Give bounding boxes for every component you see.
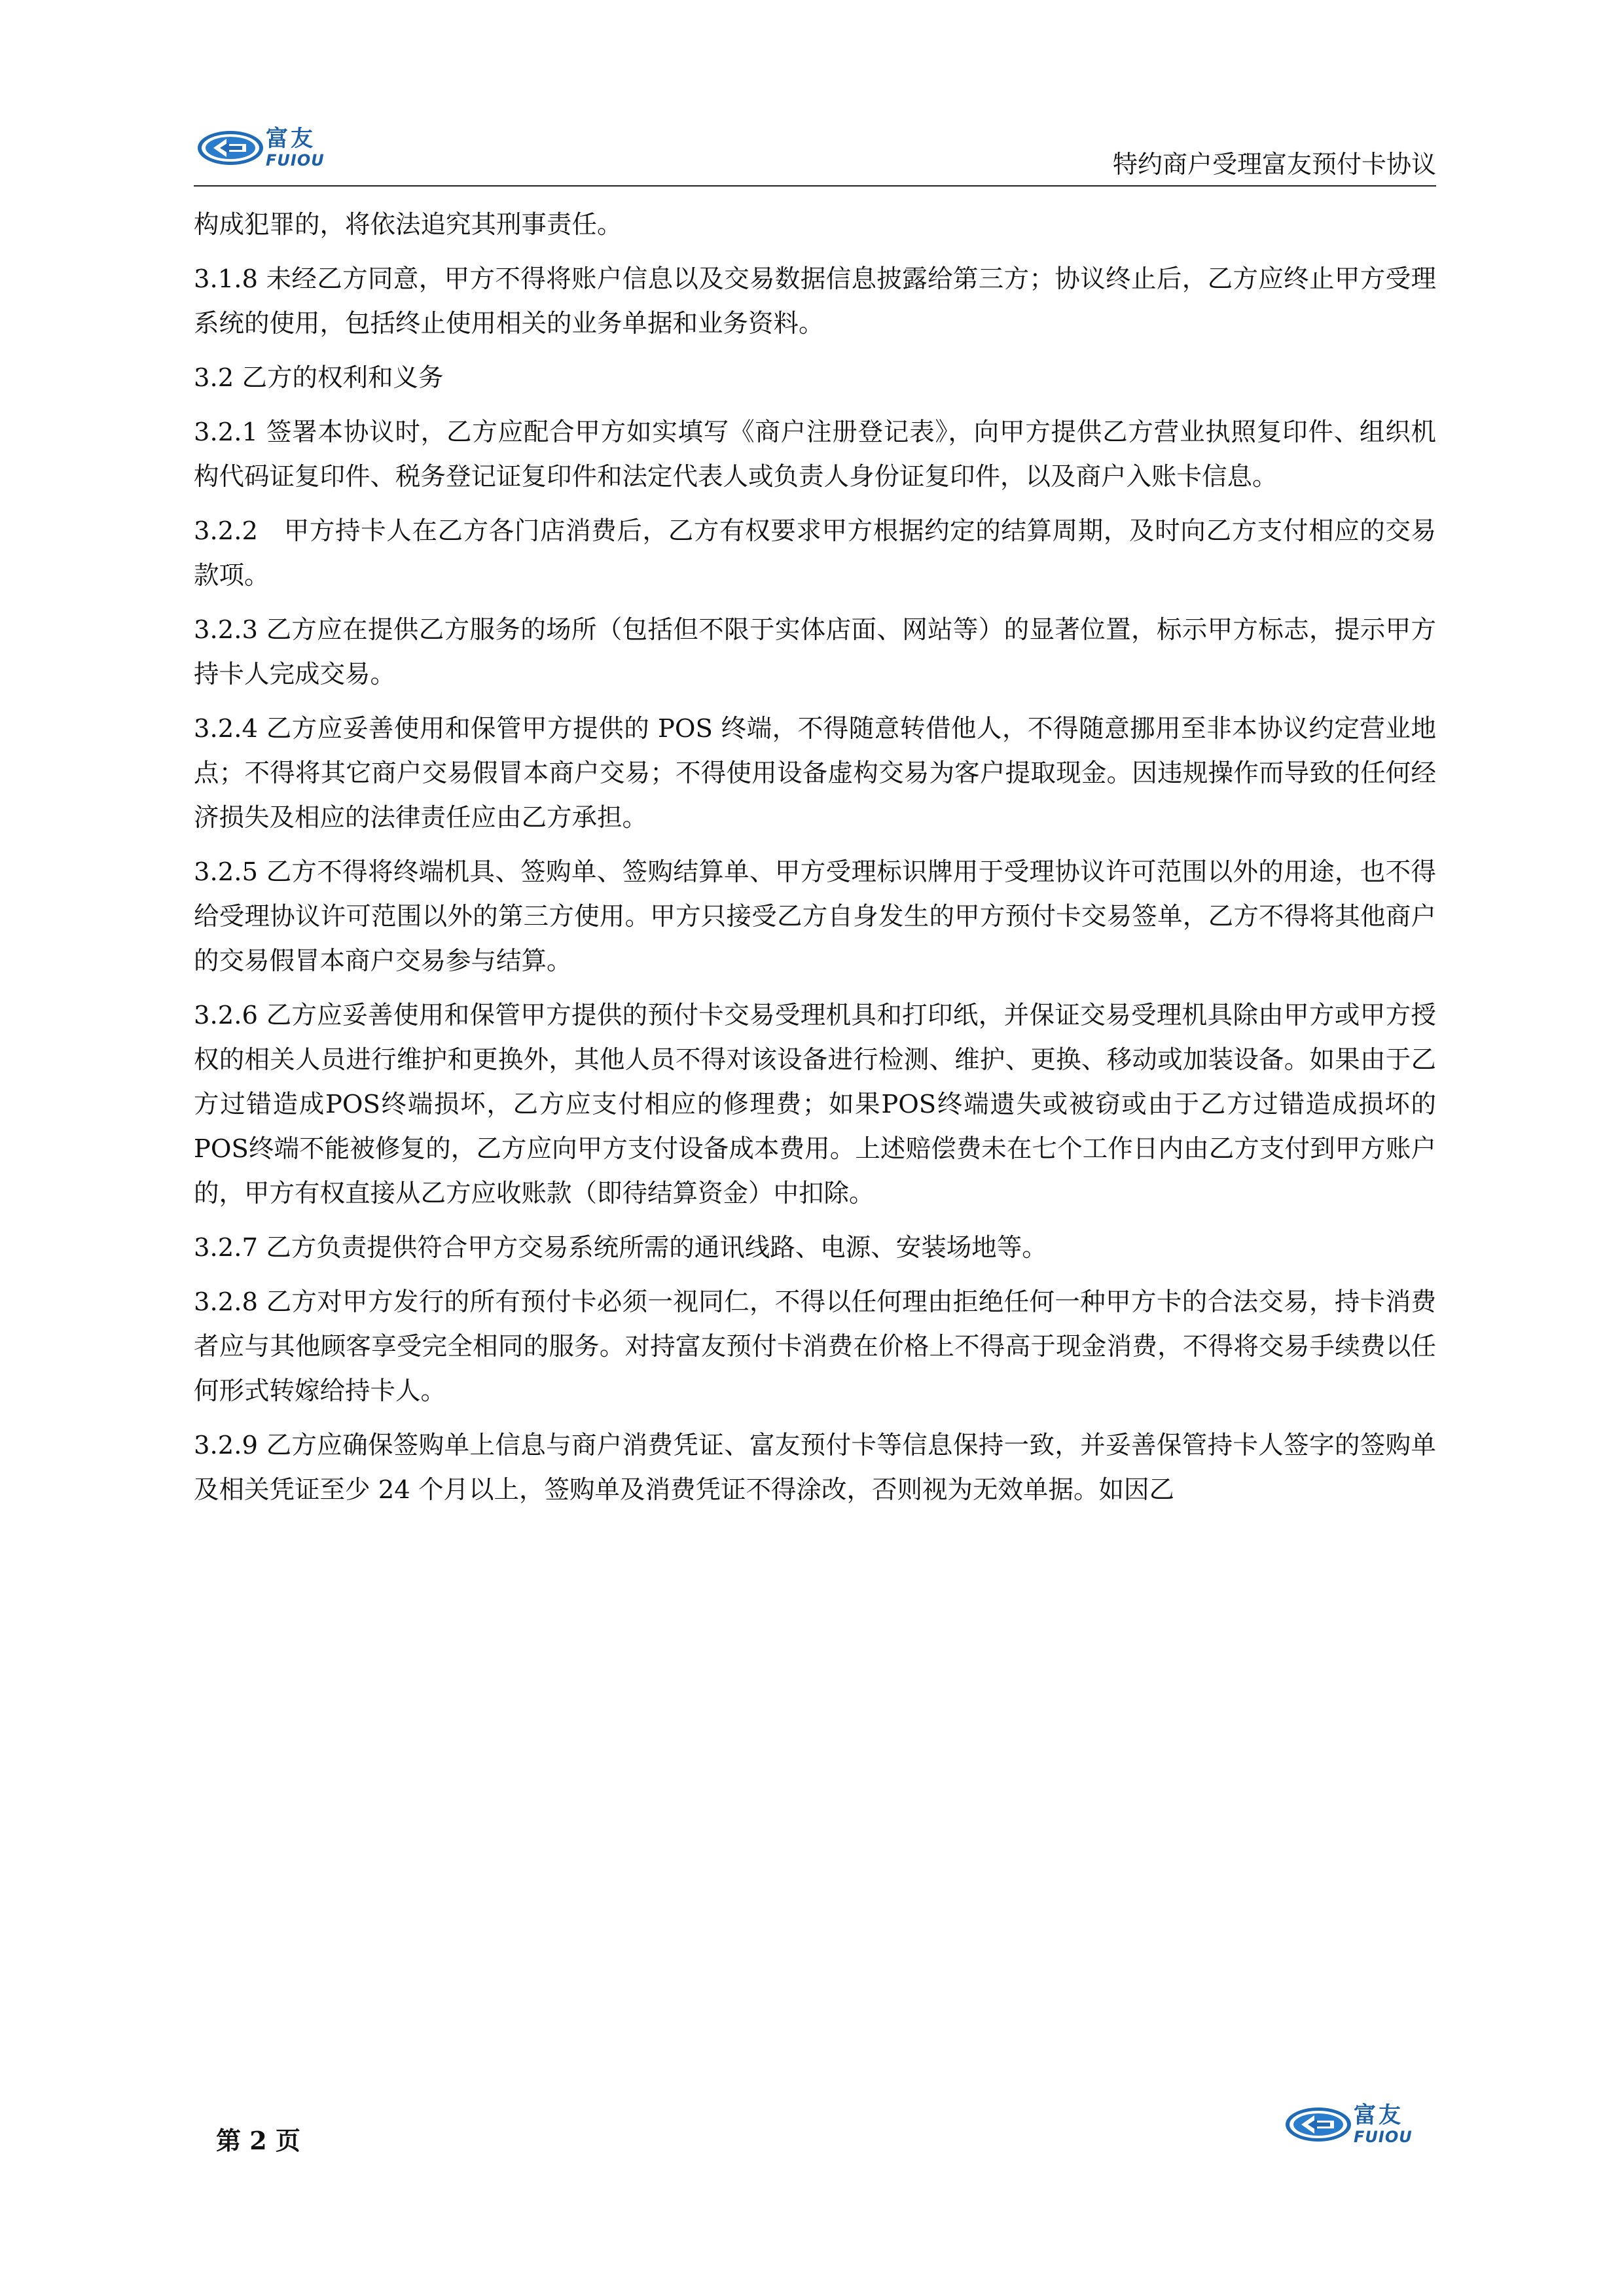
- paragraph-3-2-4: 3.2.4 乙方应妥善使用和保管甲方提供的 POS 终端，不得随意转借他人，不得随意挪用至非本协议约定营业地点；不得将其它商户交易假冒本商户交易；不得使用设备虚构交易为客户提取现金。因违规操作而导致的任何经济损失及相应的法律责任应由乙方承担。: [194, 714, 1436, 833]
- paragraph-3-2-2: 3.2.2 甲方持卡人在乙方各门店消费后，乙方有权要求甲方根据约定的结算周期，及时向乙方支付相应的交易款项。: [194, 516, 1436, 590]
- paragraph-3-2-9: 3.2.9 乙方应确保签购单上信息与商户消费凭证、富友预付卡等信息保持一致，并妥善保管持卡人签字的签购单及相关凭证至少 24 个月以上，签购单及消费凭证不得涂改，否则视为无效单据。如因乙: [194, 1431, 1436, 1505]
- section-heading-3-2: 3.2 乙方的权利和义务: [194, 363, 444, 393]
- fuiou-logo-footer: [1284, 2096, 1445, 2152]
- document-header-title: 特约商户受理富友预付卡协议: [1112, 150, 1436, 179]
- paragraph-3-2-1: 3.2.1 签署本协议时，乙方应配合甲方如实填写《商户注册登记表》，向甲方提供乙方营业执照复印件、组织机构代码证复印件、税务登记证复印件和法定代表人或负责人身份证复印件，以及商户入账卡信息。: [194, 418, 1436, 492]
- logo-en-text: FUIOU: [1354, 2128, 1413, 2146]
- paragraph-3-2-3: 3.2.3 乙方应在提供乙方服务的场所（包括但不限于实体店面、网站等）的显著位置，标示甲方标志，提示甲方持卡人完成交易。: [194, 615, 1436, 689]
- header-divider: [194, 185, 1436, 187]
- paragraph-3-2-8: 3.2.8 乙方对甲方发行的所有预付卡必须一视同仁，不得以任何理由拒绝任何一种甲方卡的合法交易，持卡消费者应与其他顾客享受完全相同的服务。对持富友预付卡消费在价格上不得高于现金消费，不得将交易手续费以任何形式转嫁给持卡人。: [194, 1287, 1436, 1406]
- paragraph-3-2-6: 3.2.6 乙方应妥善使用和保管甲方提供的预付卡交易受理机具和打印纸，并保证交易受理机具除由甲方或甲方授权的相关人员进行维护和更换外，其他人员不得对该设备进行检测、维护、更换、移动或加装设备。如果由于乙方过错造成POS终端损坏，乙方应支付相应的修理费；如果POS终端遗失或被窃或由于乙方过错造成损坏的POS终端不能被修复的，乙方应向甲方支付设备成本费用。上述赔偿费未在七个工作日内由乙方支付到甲方账户的，甲方有权直接从乙方应收账款（即待结算资金）中扣除。: [194, 1001, 1436, 1208]
- paragraph-3-2-5: 3.2.5 乙方不得将终端机具、签购单、签购结算单、甲方受理标识牌用于受理协议许可范围以外的用途，也不得给受理协议许可范围以外的第三方使用。甲方只接受乙方自身发生的甲方预付卡交易签单，乙方不得将其他商户的交易假冒本商户交易参与结算。: [194, 857, 1436, 976]
- page-number: 第 2 页: [216, 2126, 300, 2155]
- logo-en-text: FUIOU: [266, 151, 325, 170]
- paragraph: 构成犯罪的，将依法追究其刑事责任。: [194, 210, 623, 240]
- logo-cn-text: 富友: [266, 126, 316, 152]
- logo-cn-text: 富友: [1354, 2102, 1403, 2128]
- paragraph-3-2-7: 3.2.7 乙方负责提供符合甲方交易系统所需的通讯线路、电源、安装场地等。: [194, 1233, 1047, 1263]
- document-body: [194, 203, 1436, 1522]
- paragraph-3-1-8: 3.1.8 未经乙方同意，甲方不得将账户信息以及交易数据信息披露给第三方；协议终止后，乙方应终止甲方受理系统的使用，包括终止使用相关的业务单据和业务资料。: [194, 264, 1436, 338]
- fuiou-logo: [196, 119, 357, 175]
